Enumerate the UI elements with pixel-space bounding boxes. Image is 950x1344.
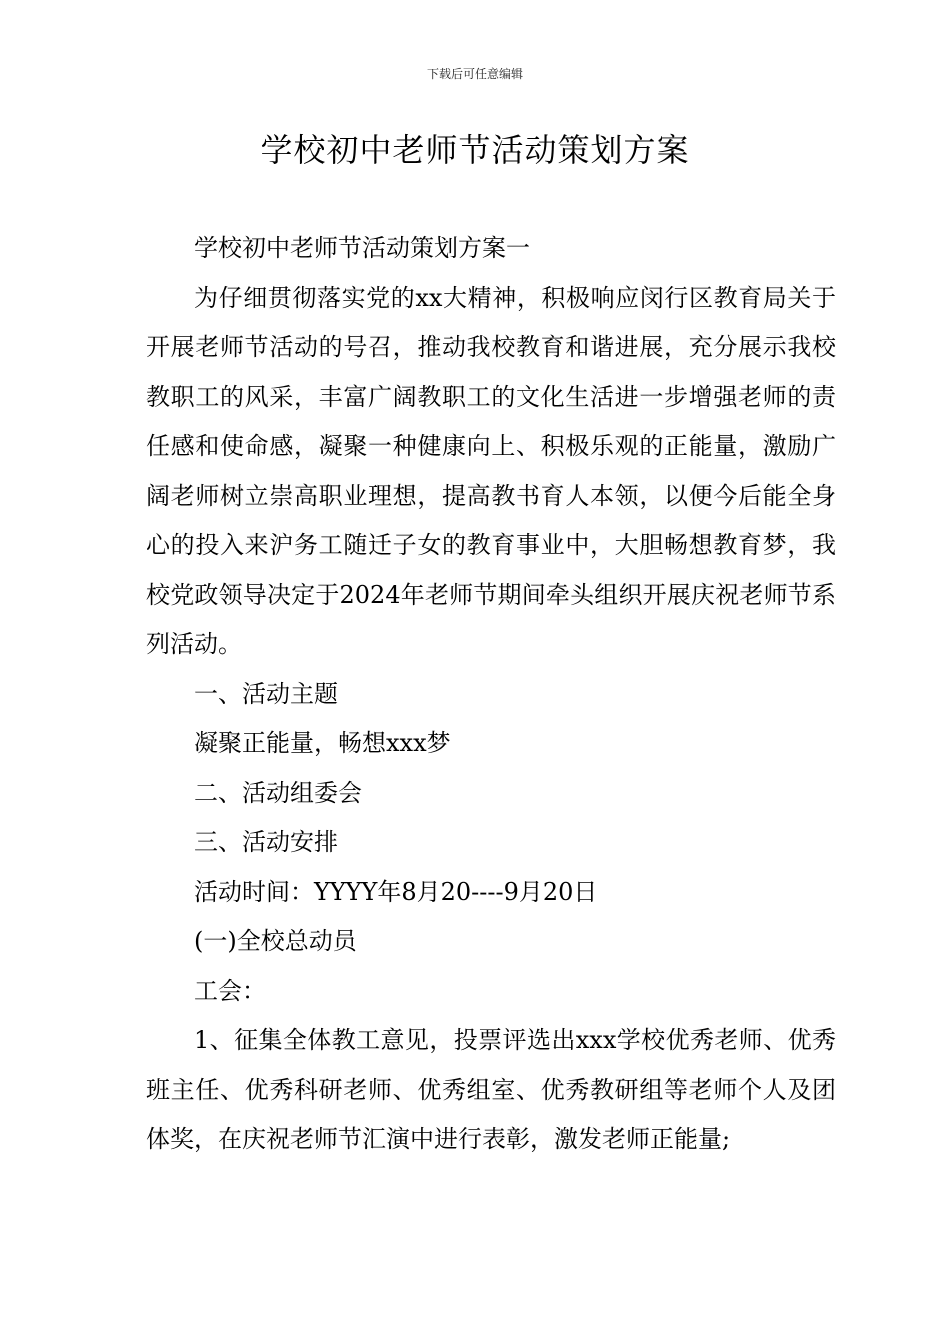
- paragraph-item-1: 1、征集全体教工意见，投票评选出xxx学校优秀老师、优秀班主任、优秀科研老师、优秀组室、优秀教研组等老师个人及团体奖，在庆祝老师节汇演中进行表彰，激发老师正能量;: [146, 1026, 836, 1153]
- paragraph-theme-text: 凝聚正能量，畅想xxx梦: [194, 729, 451, 757]
- document-body: [146, 224, 836, 1165]
- paragraph-subsection-mobilization: (一)全校总动员: [194, 927, 357, 955]
- paragraph-section-arrangement: 三、活动安排: [194, 828, 338, 856]
- paragraph-section-committee: 二、活动组委会: [194, 778, 362, 807]
- paragraph-plan-heading: 学校初中老师节活动策划方案一: [194, 234, 530, 262]
- header-note: 下载后可任意编辑: [426, 67, 523, 81]
- paragraph-activity-time: 活动时间：YYYY年8月20----9月20日: [194, 877, 598, 906]
- paragraph-union-label: 工会：: [194, 976, 266, 1005]
- document-title: 学校初中老师节活动策划方案: [260, 131, 690, 169]
- paragraph-intro: 为仔细贯彻落实党的xx大精神，积极响应闵行区教育局关于开展老师节活动的号召，推动我校教育和谐进展，充分展示我校教职工的风采，丰富广阔教职工的文化生活进一步增强老师的责任感和使命感，凝聚一种健康向上、积极乐观的正能量，激励广阔老师树立崇高职业理想，提高教书育人本领，以便今后能全身心的投入来沪务工随迁子女的教育事业中，大胆畅想教育梦，我校党政领导决定于2024年老师节期间牵头组织开展庆祝老师节系列活动。: [146, 283, 836, 658]
- paragraph-section-theme: 一、活动主题: [194, 679, 338, 708]
